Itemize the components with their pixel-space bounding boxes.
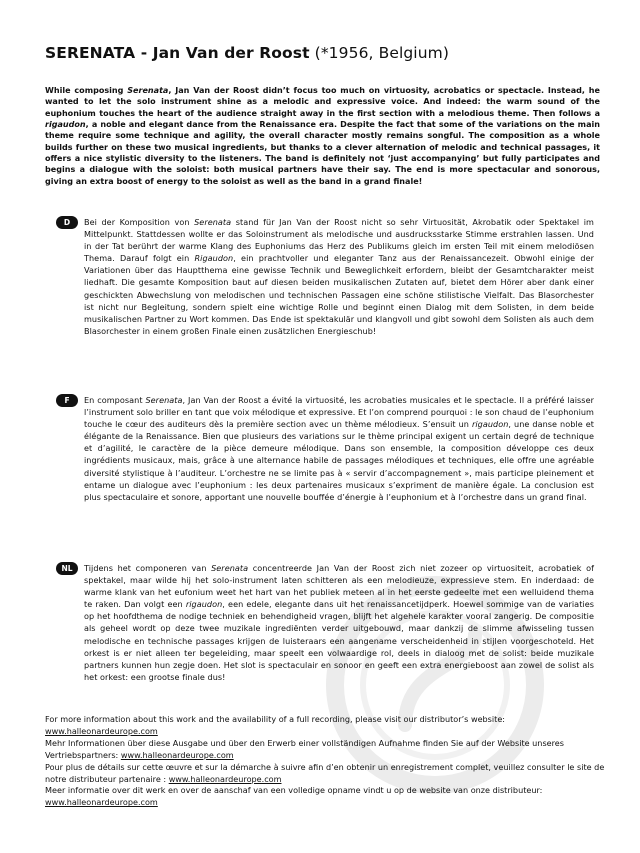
title-work-composer: SERENATA - Jan Van der Roost bbox=[45, 44, 310, 62]
french-section bbox=[64, 394, 594, 503]
text-run: stand für Jan Van der Roost nicht so sehr Virtuosität, Akrobatik oder Spektakel im Mittelpunkt. Stattdessen wollte er das Soloinstrument als melodische und ausdrucksstarke Stimme erstrahlen lassen. Und in der Tat berührt der warme Klang des Euphoniums das Herz des Publikums gleich im ersten Teil mit einem melodiösen Thema. Darauf folgt ein bbox=[84, 217, 594, 264]
footer-text: Meer informatie over dit werk en over de aanschaf van een volledige opname vindt u op de website van onze distributeur: bbox=[45, 785, 543, 796]
text-run: concentreerde Jan Van der Roost zich niet zozeer op virtuositeit, acrobatiek of spektakel, maar wilde hij het solo-instrument laten schitteren als een melodieuze, expressieve stem. En inderdaad: de warme klank van het eufonium weet het hart van het publiek meteen al in het eerste gedeelte met een welluidend thema te raken. Dan volgt een bbox=[84, 563, 595, 610]
work-title: Serenata bbox=[145, 395, 183, 405]
distributor-link-en[interactable]: www.halleonardeurope.com bbox=[45, 725, 158, 736]
dance-name: rigaudon bbox=[45, 120, 86, 130]
footer-french bbox=[45, 762, 605, 786]
text-run: , ein prachtvoller und eleganter Tanz aus der Renaissancezeit. Obwohl einige der Variationen über das Hauptthema eine gewisse Technik und Beweglichkeit erfordern, bleibt der Gesamtcharakter meist liedhaft. Die gesamte Komposition baut auf diesen beiden musikalischen Zutaten auf, bietet dem Hörer aber dank einer geschickten Abwechslung von melodischen und technischen Passagen eine schöne stilistische Vielfalt. Das Blasorchester ist nicht nur Begleitung, sondern spielt eine wichtige Rolle und beginnt einen Dialog mit dem Solisten, in dem beide musikalischen Partner zu Wort kommen. Das Ende ist spektakulär und klangvoll und gibt sowohl dem Solisten als auch dem Blasorchester in einem großen Finale einen zusätzlichen Energieschub! bbox=[84, 253, 595, 336]
distributor-info bbox=[45, 714, 605, 809]
language-badge-nl: NL bbox=[56, 562, 78, 575]
footer-german bbox=[45, 738, 605, 762]
dutch-section bbox=[61, 562, 595, 683]
footer-english bbox=[45, 714, 605, 738]
page-title bbox=[45, 44, 449, 62]
dance-name: rigaudon bbox=[185, 599, 223, 610]
language-badge-fr: F bbox=[56, 394, 78, 407]
title-birth-country: (*1956, Belgium) bbox=[309, 44, 449, 62]
text-run: , Jan Van der Roost a évité la virtuosité, les acrobaties musicales et le spectacle. Il a préféré laisser l’instrument solo briller en tant que voix mélodique et expressive. Et l’on comprend pourquoi : le son chaud de l’euphonium touche le cœur des auditeurs dès la première section avec un thème mélodieux. S’ensuit un bbox=[84, 395, 594, 430]
dance-name: rigaudon bbox=[471, 419, 509, 430]
text-run: Tijdens het componeren van bbox=[84, 563, 212, 573]
text-run: , Jan Van der Roost didn’t focus too much on virtuosity, acrobatics or spectacle. Instead, he wanted to let the solo instrument shine as a melodic and expressive voice. And indeed: the warm sound of the euphonium touches the heart of the audience straight away in the first section with a melodious theme. Then follows a bbox=[45, 86, 600, 118]
footer-text: Mehr Informationen über diese Ausgabe und über den Erwerb einer vollständigen Aufnahme finden Sie auf der Website unseres Vertriebspartners: bbox=[45, 737, 564, 760]
work-title: Serenata bbox=[194, 217, 232, 227]
distributor-link-nl[interactable]: www.halleonardeurope.com bbox=[45, 797, 158, 808]
text-run: Bei der Komposition von bbox=[84, 217, 195, 227]
distributor-link-de[interactable]: www.halleonardeurope.com bbox=[120, 749, 234, 760]
french-description bbox=[84, 394, 594, 503]
distributor-link-fr[interactable]: www.halleonardeurope.com bbox=[168, 773, 282, 784]
footer-text: Pour plus de détails sur cette œuvre et sur la démarche à suivre afin d’en obtenir un enregistrement complet, veuillez consulter le site de notre distributeur partenaire : bbox=[45, 761, 605, 784]
english-description bbox=[45, 85, 600, 187]
text-run: En composant bbox=[84, 395, 146, 405]
german-section bbox=[63, 216, 595, 337]
footer-text: For more information about this work and the availability of a full recording, please visit our distributor’s website: bbox=[45, 714, 506, 724]
work-title: Serenata bbox=[211, 563, 249, 573]
work-title: Serenata bbox=[127, 86, 169, 95]
language-badge-de: D bbox=[56, 216, 78, 229]
text-run: , une danse noble et élégante de la Renaissance. Bien que plusieurs des variations sur le thème principal exigent un certain degré de technique et d’agilité, le caractère de la pièce demeure mélodique. Dans son ensemble, la composition développe ces deux ingrédients musicaux, mais, grâce à une alternance habile de passages mélodiques et techniques, elle offre une agréable diversité stylistique à l’auditeur. L’orchestre ne se limite pas à « servir d’accompagnement », mais participe pleinement et entame un dialogue avec l’euphonium : les deux partenaires musicaux s’expriment de manière égale. La conclusion est plus spectaculaire et sonore, apportant une nouvelle bouffée d’énergie à l’euphonium et à l’orchestre dans un grand final. bbox=[84, 419, 594, 502]
footer-dutch bbox=[45, 785, 605, 809]
dutch-description bbox=[84, 562, 594, 683]
text-run: While composing bbox=[45, 86, 128, 95]
text-run: , a noble and elegant dance from the Renaissance era. Despite the fact that some of the variations on the main theme require some technique and agility, the overall character mostly remains songful. The composition as a whole builds further on these two musical ingredients, but thanks to a clever alternation of melodic and technical passages, it offers a nice stylistic diversity to the listeners. The band is definitely not ‘just accompanying’ but fully participates and begins a dialogue with the soloist: both musical partners have their say. The end is more spectacular and sonorous, giving an extra boost of energy to the soloist as well as the band in a grand finale! bbox=[45, 120, 600, 186]
german-description bbox=[84, 216, 594, 337]
text-run: , een edele, elegante dans uit het renaissancetijdperk. Hoewel sommige van de variaties op het hoofdthema de nodige techniek en behendigheid vragen, blijft het algehele karakter vooral zangerig. De compositie als geheel wordt op deze twee muzikale ingrediënten verder uitgebouwd, maar dankzij de slimme afwisseling tussen melodische en technische passages krijgen de luisteraars een aangename verscheidenheid in stijlen voorgeschoteld. Het orkest is er niet alleen ter begeleiding, maar speelt een volwaardige rol, deels in dialoog met de solist: beide muzikale partners kunnen hun zegje doen. Het slot is spectaculair en sonoor en geeft een extra energieboost aan zowel de solist als het orkest: een grootse finale dus! bbox=[84, 599, 595, 682]
dance-name: Rigaudon bbox=[194, 253, 234, 264]
